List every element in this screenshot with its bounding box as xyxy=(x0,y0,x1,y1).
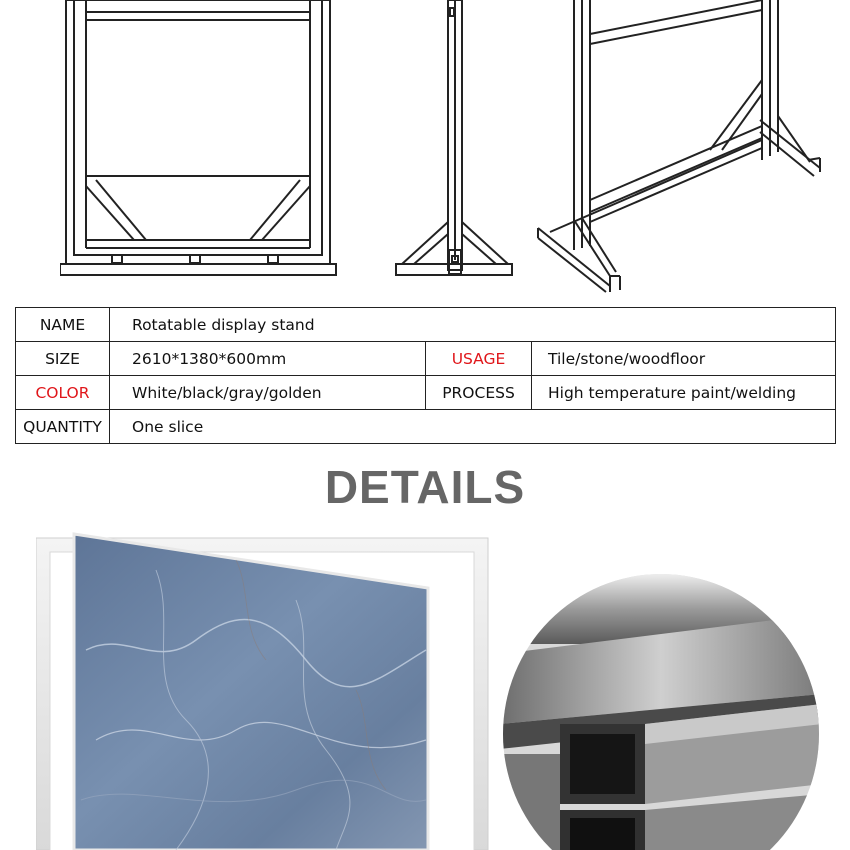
quantity-value: One slice xyxy=(110,410,836,444)
technical-drawings xyxy=(0,0,850,290)
size-value: 2610*1380*600mm xyxy=(110,342,426,376)
quantity-label: QUANTITY xyxy=(16,410,110,444)
color-label: COLOR xyxy=(16,376,110,410)
spec-row-name xyxy=(16,308,836,342)
process-label: PROCESS xyxy=(426,376,532,410)
spec-row-size xyxy=(16,342,836,376)
spec-row-color xyxy=(16,376,836,410)
name-label: NAME xyxy=(16,308,110,342)
color-value: White/black/gray/golden xyxy=(110,376,426,410)
name-value: Rotatable display stand xyxy=(110,308,836,342)
usage-value: Tile/stone/woodfloor xyxy=(532,342,836,376)
steel-tube-photo xyxy=(500,574,822,850)
side-view-frame-drawing xyxy=(392,0,522,285)
spec-table xyxy=(15,307,836,444)
isometric-frame-drawing xyxy=(530,0,830,295)
details-heading: DETAILS xyxy=(324,461,526,513)
usage-label: USAGE xyxy=(426,342,532,376)
front-view-frame-drawing xyxy=(60,0,340,285)
process-value: High temperature paint/welding xyxy=(532,376,836,410)
spec-row-quantity xyxy=(16,410,836,444)
marble-slab-photo xyxy=(36,530,491,850)
size-label: SIZE xyxy=(16,342,110,376)
